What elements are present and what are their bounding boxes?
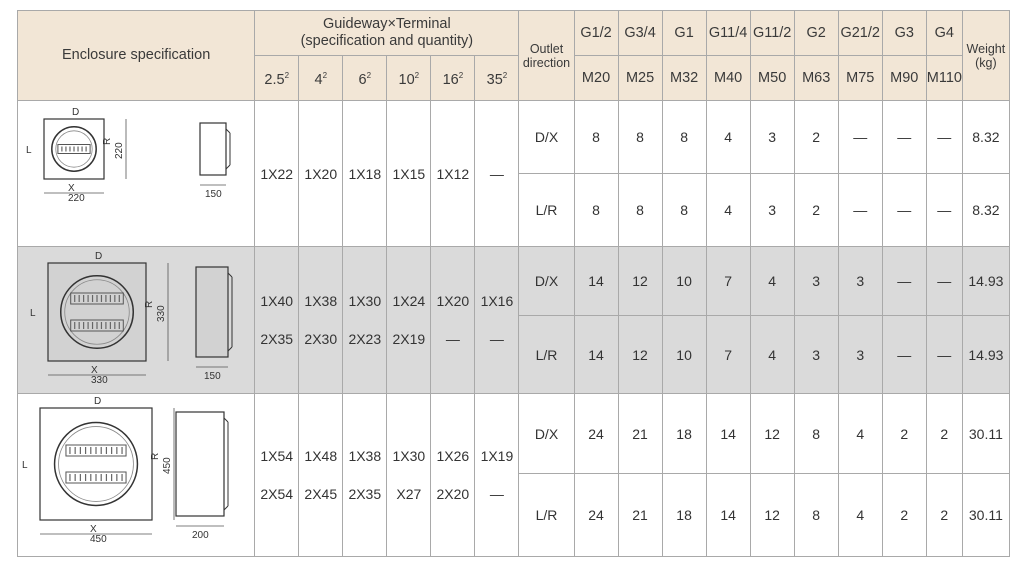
enclosure-drawing [18,394,255,556]
wire-size-header: $6^2$ [343,56,387,101]
outlet-direction-header [519,11,574,101]
g-thread-header: G1/2 [574,11,618,56]
terminal-cell [475,101,519,247]
thread-count-cell: — [882,101,926,174]
direction-label: direction [522,55,571,70]
thread-count-cell: 8 [618,101,662,174]
thread-count-cell: 14 [706,394,750,474]
outlet-direction-cell: L/R [519,174,574,247]
terminal-cell [343,247,387,394]
weight-cell: 30.11 [962,394,1009,474]
dim-l-label: L [26,145,32,156]
dim-width-value: 450 [90,534,107,545]
enclosure-drawing-cell [18,394,255,557]
table-row [18,101,1010,174]
thread-count-cell: 7 [706,247,750,316]
thread-count-cell: 12 [618,247,662,316]
terminal-value: 1X24 [392,293,426,309]
thread-count-cell: 3 [750,174,794,247]
wire-size-header: $10^2$ [387,56,431,101]
g-thread-header: G11/2 [750,11,794,56]
weight-cell: 30.11 [962,474,1009,557]
terminal-cell [475,247,519,394]
m-thread-header: M63 [794,56,838,101]
thread-count-cell: 8 [662,174,706,247]
enclosure-spec-table [17,10,1010,557]
g-thread-header: G21/2 [838,11,882,56]
m-thread-header: M50 [750,56,794,101]
g-thread-header: G4 [926,11,962,56]
terminal-value: 2X45 [304,486,338,502]
terminal-cell [475,394,519,557]
thread-count-cell: 12 [618,316,662,394]
thread-count-cell: 10 [662,316,706,394]
thread-count-cell: 3 [838,247,882,316]
g-thread-header: G11/4 [706,11,750,56]
dim-x-label: X [68,183,75,194]
thread-count-cell: — [926,101,962,174]
wire-size-header: $2.5^2$ [255,56,299,101]
terminal-cell [431,247,475,394]
weight-cell: 8.32 [962,101,1009,174]
thread-count-cell: 8 [574,101,618,174]
terminal-value: 1X40 [260,293,294,309]
terminal-cell [343,394,387,557]
enclosure-cover-shape [55,423,138,506]
terminal-value: 1X30 [348,293,382,309]
terminal-value: — [489,486,504,502]
g-thread-header: G2 [794,11,838,56]
weight-cell: 8.32 [962,174,1009,247]
thread-count-cell: — [882,174,926,247]
enclosure-drawing-cell [18,101,255,247]
terminal-cell [387,394,431,557]
dim-depth-value: 150 [205,189,222,200]
guideway-header [255,11,519,56]
dim-d-label: D [72,107,80,118]
terminal-value: 1X16 [480,293,514,309]
enclosure-side-shape [200,123,226,175]
terminal-value: 1X48 [304,448,338,464]
m-thread-header: M32 [662,56,706,101]
outlet-direction-cell: L/R [519,316,574,394]
terminal-value: 1X38 [304,293,338,309]
outlet-direction-cell: D/X [519,394,574,474]
terminal-cell [255,394,299,557]
thread-count-cell: 4 [706,101,750,174]
dim-width-value: 220 [68,193,85,204]
terminal-cell [299,101,343,247]
thread-count-cell: — [926,174,962,247]
thread-count-cell: — [838,101,882,174]
thread-count-cell: 3 [750,101,794,174]
thread-count-cell: 12 [750,474,794,557]
terminal-value: 1X20 [436,293,470,309]
terminal-cell [343,101,387,247]
m-thread-header: M25 [618,56,662,101]
terminal-value: 1X15 [392,165,426,182]
terminal-value: 1X30 [392,448,426,464]
enclosure-side-shape [196,267,228,357]
thread-count-cell: — [838,174,882,247]
terminal-value: 1X38 [348,448,382,464]
thread-count-cell: 2 [794,174,838,247]
thread-count-cell: 18 [662,394,706,474]
thread-count-cell: 4 [838,394,882,474]
terminal-cell [387,101,431,247]
outlet-direction-cell: L/R [519,474,574,557]
terminal-value: 2X35 [260,331,294,347]
thread-count-cell: 4 [706,174,750,247]
terminal-value: X27 [396,486,422,502]
thread-count-cell: 14 [574,247,618,316]
terminal-cell [299,247,343,394]
terminal-value: 2X30 [304,331,338,347]
weight-unit: (kg) [975,55,997,70]
thread-count-cell: 8 [794,394,838,474]
dim-height-value: 220 [114,142,125,159]
thread-count-cell: 12 [750,394,794,474]
terminal-value: 1X22 [260,165,294,182]
enclosure-side-shape [176,412,224,516]
enclosure-spec-header: Enclosure specification [18,11,255,101]
thread-count-cell: 10 [662,247,706,316]
g-thread-header: G1 [662,11,706,56]
terminal-value: 2X19 [392,331,426,347]
thread-count-cell: 14 [574,316,618,394]
enclosure-drawing [18,101,255,246]
thread-count-cell: 4 [750,247,794,316]
dim-r-label: R [144,300,155,308]
terminal-cell [431,101,475,247]
thread-count-cell: — [926,316,962,394]
thread-count-cell: 21 [618,474,662,557]
dim-l-label: L [30,308,36,319]
thread-count-cell: 2 [882,394,926,474]
thread-count-cell: 24 [574,474,618,557]
thread-count-cell: 2 [794,101,838,174]
terminal-value: 2X35 [348,486,382,502]
enclosure-drawing-cell [18,247,255,394]
weight-label: Weight [966,41,1006,56]
thread-count-cell: 4 [838,474,882,557]
thread-count-cell: 8 [794,474,838,557]
thread-count-cell: 3 [794,247,838,316]
dim-l-label: L [22,460,28,471]
terminal-value: 1X12 [436,165,470,182]
guideway-title: Guideway×Terminal [322,16,451,32]
terminal-value: — [489,331,504,347]
terminal-value: — [445,331,460,347]
dim-depth-value: 200 [192,530,209,541]
thread-count-cell: 8 [618,174,662,247]
thread-count-cell: 4 [750,316,794,394]
thread-count-cell: 8 [662,101,706,174]
dim-width-value: 330 [91,375,108,386]
dim-x-label: X [91,365,98,376]
m-thread-header: M20 [574,56,618,101]
table-row [18,394,1010,474]
dim-height-value: 330 [156,305,167,322]
terminal-value: 1X19 [480,448,514,464]
thread-count-cell: 2 [926,394,962,474]
thread-count-cell: 7 [706,316,750,394]
m-thread-header: M40 [706,56,750,101]
outlet-label: Outlet [529,41,564,56]
m-thread-header: M75 [838,56,882,101]
terminal-value: 2X20 [436,486,470,502]
terminal-cell [431,394,475,557]
thread-count-cell: — [926,247,962,316]
terminal-value: 2X54 [260,486,294,502]
m-thread-header: M110 [926,56,962,101]
weight-cell: 14.93 [962,247,1009,316]
terminal-value: 1X54 [260,448,294,464]
dim-r-label: R [102,137,113,145]
outlet-direction-cell: D/X [519,101,574,174]
weight-header [962,11,1009,101]
m-thread-header: M90 [882,56,926,101]
thread-count-cell: 2 [882,474,926,557]
terminal-value: — [489,165,504,182]
g-thread-header: G3 [882,11,926,56]
dim-d-label: D [95,251,103,262]
guideway-subtitle: (specification and quantity) [300,33,474,49]
g-thread-header: G3/4 [618,11,662,56]
enclosure-drawing [18,247,255,393]
terminal-value: 1X18 [348,165,382,182]
outlet-direction-cell: D/X [519,247,574,316]
enclosure-cover-shape [61,276,134,349]
wire-size-header: $35^2$ [475,56,519,101]
thread-count-cell: 21 [618,394,662,474]
terminal-cell [299,394,343,557]
terminal-cell [255,247,299,394]
thread-count-cell: — [882,247,926,316]
wire-size-header: $4^2$ [299,56,343,101]
dim-depth-value: 150 [204,371,221,382]
wire-size-header: $16^2$ [431,56,475,101]
page-top-strip [0,0,1024,8]
terminal-value: 1X20 [304,165,338,182]
thread-count-cell: 18 [662,474,706,557]
dim-x-label: X [90,524,97,535]
thread-count-cell: 24 [574,394,618,474]
dim-d-label: D [94,396,102,407]
table-row [18,247,1010,316]
terminal-value: 2X23 [348,331,382,347]
terminal-value: 1X26 [436,448,470,464]
thread-count-cell: 3 [794,316,838,394]
thread-count-cell: — [882,316,926,394]
terminal-cell [387,247,431,394]
thread-count-cell: 3 [838,316,882,394]
weight-cell: 14.93 [962,316,1009,394]
thread-count-cell: 2 [926,474,962,557]
thread-count-cell: 14 [706,474,750,557]
dim-height-value: 450 [162,457,173,474]
dim-r-label: R [150,452,161,460]
terminal-cell [255,101,299,247]
thread-count-cell: 8 [574,174,618,247]
